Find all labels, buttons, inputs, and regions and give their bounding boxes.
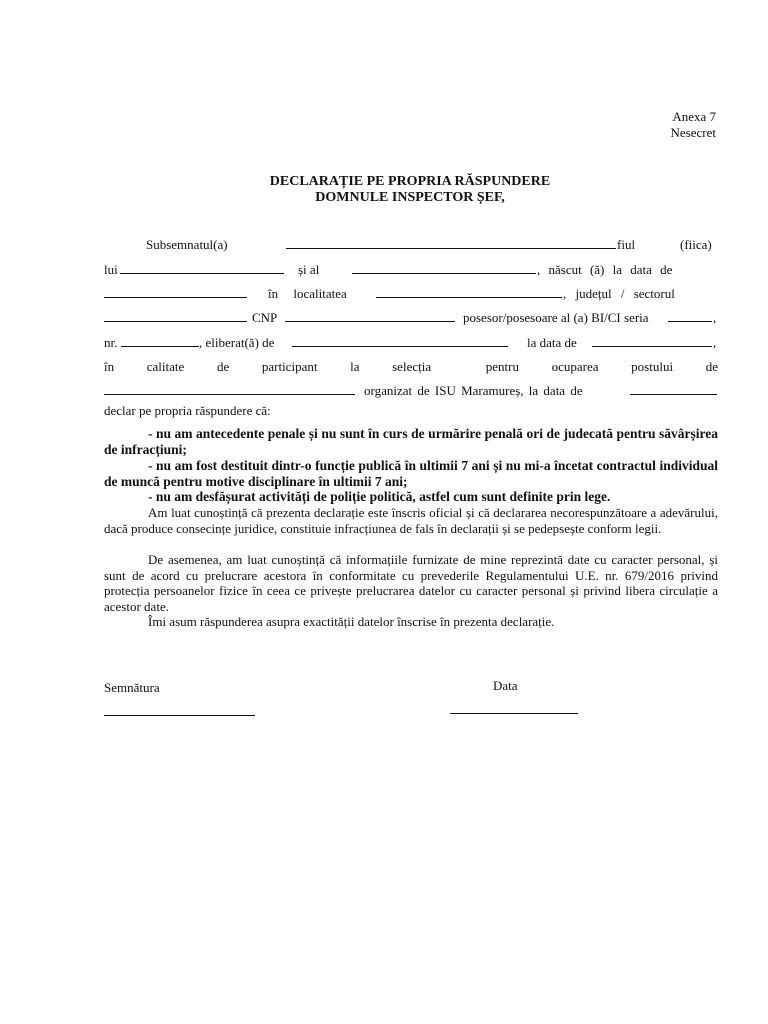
organizat-label: organizat de ISU Maramureș, la data de (364, 383, 583, 398)
eliberat-label: , eliberat(ă) de (199, 335, 275, 350)
calitate-line: în calitate de participant la selecția pentru ocuparea postului de (104, 359, 718, 374)
paragraph-false-declaration: Am luat cunoștință că prezenta declarație este înscris oficial și că declararea necorespunzătoare a adevărului, dacă produce consecințe juridice, constituie infracțiunea de fals în declarații și se pedepsește conform legii. (104, 505, 718, 536)
declaration-title: DECLARAȚIE PE PROPRIA RĂSPUNDERE (269, 174, 551, 189)
issuer-field[interactable] (292, 335, 508, 347)
signature-label: Semnătura (104, 680, 160, 695)
localitatea-label: în localitatea (268, 286, 347, 301)
comma: , (713, 335, 717, 350)
statement-1: - nu am antecedente penale și nu sunt în curs de urmărire penală ori de judecată pentru săvârșirea de infracțiuni; (104, 426, 718, 457)
locality-field[interactable] (376, 286, 562, 298)
county-field[interactable] (104, 310, 247, 322)
lui-label: lui (104, 262, 118, 277)
posesor-label: posesor/posesoare al (a) BI/CI seria (463, 310, 649, 325)
paragraph-gdpr: De asemenea, am luat cunoștință că informațiile furnizate de mine reprezintă date cu caracter personal, și sunt de acord cu prelucrare acestora în conformitate cu prevederile Regulamentului U.E. nr. 679/2016 privind protecția persoanelor fizice în ceea ce privește prelucrarea datelor cu caracter personal și privind libera circulație a acestor date. (104, 552, 718, 614)
nr-label: nr. (104, 335, 118, 350)
cnp-label: CNP (252, 310, 278, 325)
subsemnatul-label: Subsemnatul(a) (146, 237, 228, 252)
mother-name-field[interactable] (352, 262, 536, 274)
name-field[interactable] (286, 237, 616, 249)
nascut-label: , născut (ă) la data de (537, 262, 673, 277)
annex-header (671, 109, 716, 141)
issue-date-field[interactable] (592, 335, 712, 347)
annex-number: Anexa 7 (672, 109, 716, 124)
birth-date-field[interactable] (104, 286, 247, 298)
declar-text: declar pe propria răspundere că: (104, 403, 271, 418)
si-al-label: și al (298, 262, 320, 277)
paragraph-responsibility: Îmi asum răspunderea asupra exactității datelor înscrise în prezenta declarație. (148, 614, 555, 629)
statement-3: - nu am desfășurat activități de poliție politică, astfel cum sunt definite prin lege. (148, 489, 611, 504)
date-line[interactable] (450, 713, 578, 714)
selection-date-field[interactable] (630, 383, 717, 395)
position-field[interactable] (104, 383, 355, 395)
date-label: Data (493, 678, 518, 693)
signature-line[interactable] (104, 715, 255, 716)
id-number-field[interactable] (121, 335, 199, 347)
fiul-label: fiul (617, 237, 636, 252)
classification-label: Nesecret (670, 125, 716, 140)
cnp-field[interactable] (285, 310, 455, 322)
addressee-title: DOMNULE INSPECTOR ȘEF, (315, 190, 505, 205)
fiica-label: (fiica) (680, 237, 712, 252)
comma: , (713, 310, 717, 325)
issue-date-label: la data de (527, 335, 577, 350)
judetul-label: , județul / sectorul (563, 286, 675, 301)
father-name-field[interactable] (120, 262, 284, 274)
statement-2: - nu am fost destituit dintr-o funcție publică în ultimii 7 ani și nu mi-a încetat contractul individual de muncă pentru motive disciplinare în ultimii 7 ani; (104, 458, 718, 489)
id-series-field[interactable] (668, 310, 712, 322)
